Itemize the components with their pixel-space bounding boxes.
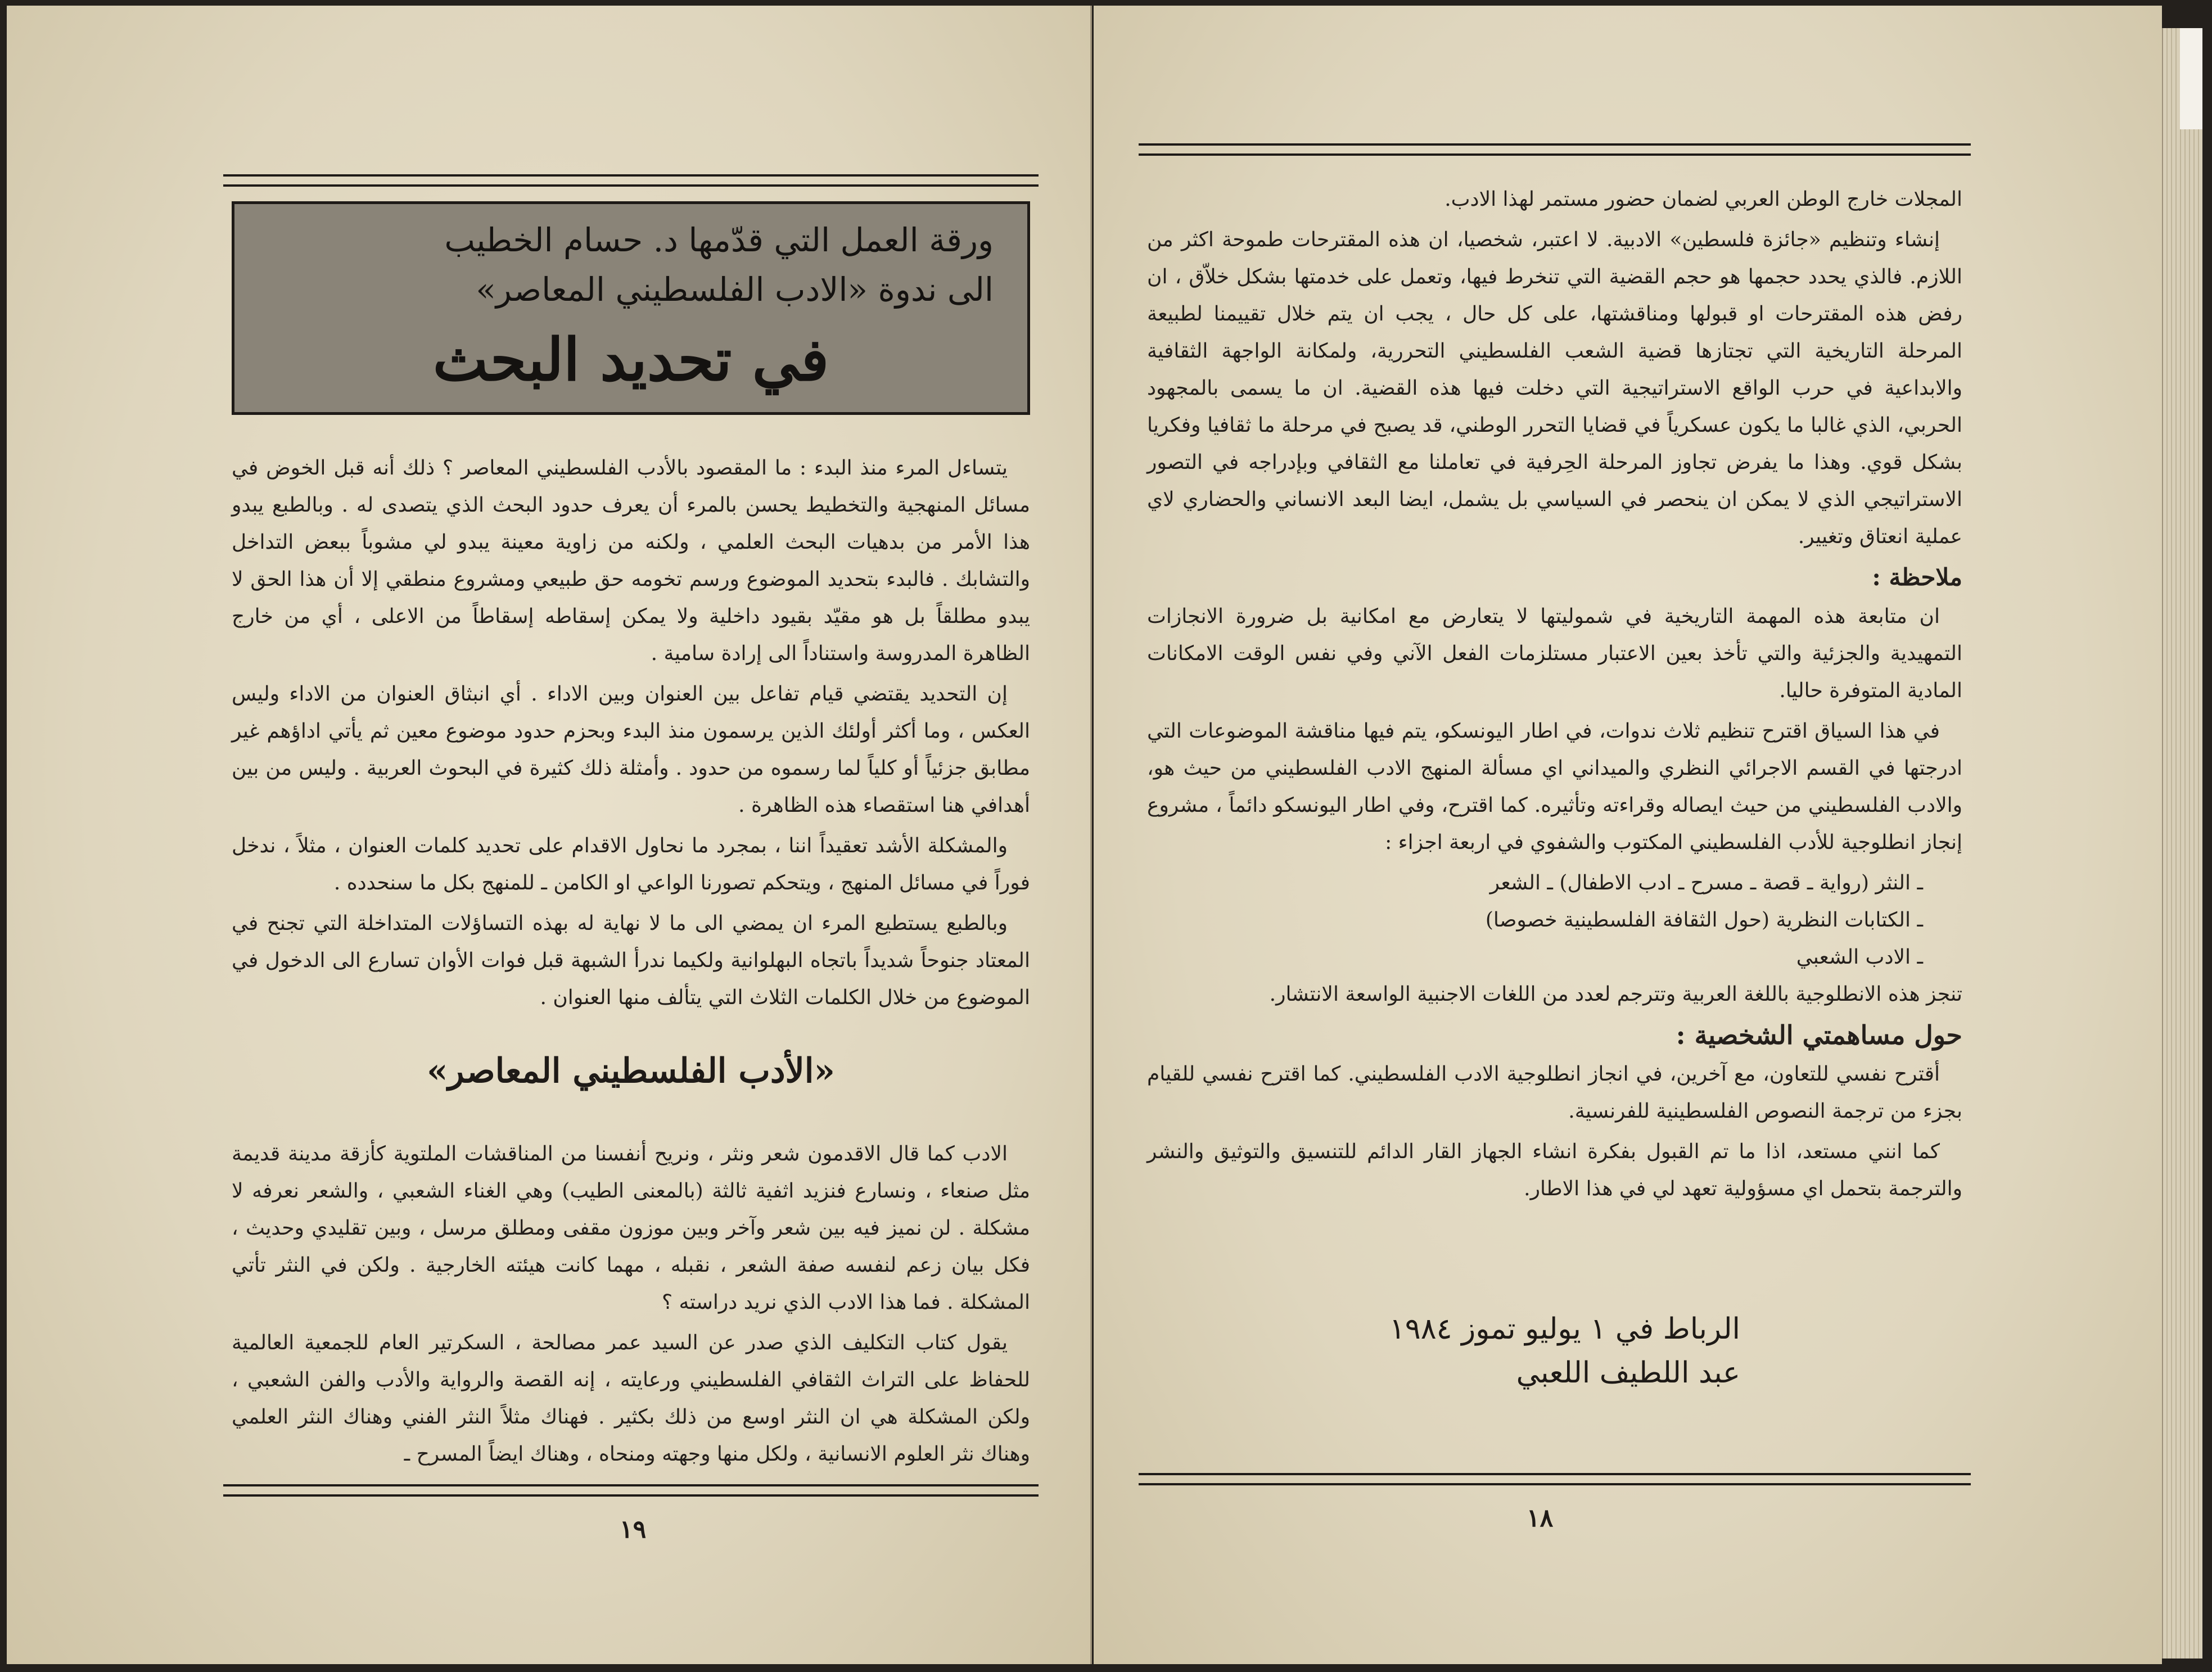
top-double-rule [1139,143,1971,156]
title-box-line-2: الى ندوة «الادب الفلسطيني المعاصر» [476,270,994,309]
right-page [1094,6,2162,1664]
bottom-double-rule [223,1484,1039,1497]
top-double-rule [223,174,1039,187]
section-text-block [232,1136,1030,1476]
article-title: في تحديد البحث [432,325,829,394]
paragraph: ان متابعة هذه المهمة التاريخية في شموليتها لا يتعارض مع امكانية بل ضرورة الانجازات التمهيدية والجزئية والتي تأخذ بعين الاعتبار مستلزمات الفعل الآني وفي نفس الوقت الامكانات المادية المتوفرة حاليا. [1147,605,1962,702]
paragraph: الادب كما قال الاقدمون شعر ونثر ، ونريح أنفسنا من المناقشات الملتوية كأزقة مدينة قديمة مثل صنعاء ، ونسارع فنزيد اثفية ثالثة (بالمعنى الطيب) وهي الغناء الشعبي ، والشعر نعرفه لا مشكلة . لن نميز فيه بين شعر وآخر وبين موزون مقفى ومطلق مرسل ، وبين تقليدي وحديث ، فكل بيان زعم لنفسه صفة الشعر ، نقبله ، مهما كانت هيئته الخارجية . ولكن في النثر تأتي المشكلة . فما هذا الادب الذي نريد دراسته ؟ [232,1142,1030,1314]
paragraph: تنجز هذه الانطلوجية باللغة العربية وتترجم لعدد من اللغات الاجنبية الواسعة الانتشار. [1269,983,1962,1006]
signature-date: الرباط في ١ يوليو تموز ١٩٨٤ [1389,1312,1740,1346]
left-page [7,6,1092,1664]
article-title-box [232,201,1030,415]
bottom-double-rule [1139,1473,1971,1485]
paragraph: في هذا السياق اقترح تنظيم ثلاث ندوات، في اطار اليونسكو، يتم فيها مناقشة الموضوعات التي ادرجتها في القسم الاجرائي النظري والميداني اي مسألة المنهج الادب الفلسطيني من حيث هو، والادب الفلسطيني من حيث ايصاله وقراءته وتأثيره. كما اقترح، وفي اطار اليونسكو دائماً ، مشروع إنجاز انطلوجية للأدب الفلسطيني المكتوب والشفوي في اربعة اجزاء : [1147,720,1962,854]
paragraph: إن التحديد يقتضي قيام تفاعل بين العنوان وبين الاداء . أي انبثاق العنوان من الاداء وليس العكس ، وما أكثر أولئك الذين يرسمون منذ البدء وبحزم حدود موضوع معين ثم يأتي اداؤهم غير مطابق جزئياً أو كلياً لما رسموه من حدود . وأمثلة ذلك كثيرة في البحوث العربية . وليس من بين أهدافي هنا استقصاء هذه الظاهرة . [232,683,1030,817]
book-spread [7,6,2194,1664]
list-item: ـ الادب الشعبي [1796,946,1923,969]
section-heading: «الأدب الفلسطيني المعاصر» [427,1051,835,1091]
list-item: ـ الكتابات النظرية (حول الثقافة الفلسطينية خصوصا) [1485,909,1923,932]
signature-block [1319,1307,1740,1395]
contribution-heading: حول مساهمتي الشخصية : [1676,1020,1962,1050]
list-item: ـ النثر (رواية ـ قصة ـ مسرح ـ ادب الاطفال) ـ الشعر [1489,871,1923,894]
page-number: ١٩ [620,1515,647,1544]
intro-text-block [232,450,1030,1020]
paragraph: المجلات خارج الوطن العربي لضمان حضور مستمر لهذا الادب. [1444,188,1962,211]
paragraph: والمشكلة الأشد تعقيداً اننا ، بمجرد ما نحاول الاقدام على تحديد كلمات العنوان ، مثلاً ، ندخل فوراً في مسائل المنهج ، ويتحكم تصورنا الواعي او الكامن ـ للمنهج بكل ما سنحدده . [232,834,1030,894]
right-text-block [1147,181,1962,1211]
paragraph: كما انني مستعد، اذا ما تم القبول بفكرة انشاء الجهاز القار الدائم للتنسيق والتوثيق والنشر والترجمة بتحمل اي مسؤولية تعهد لي في هذا الاطار. [1147,1140,1962,1200]
paragraph: يقول كتاب التكليف الذي صدر عن السيد عمر مصالحة ، السكرتير العام للجمعية العالمية للحفاظ على التراث الثقافي الفلسطيني ورعايته ، إنه القصة والرواية والأدب والفن الشعبي ، ولكن المشكلة هي ان النثر اوسع من ذلك بكثير . فهناك مثلاً النثر الفني وهناك النثر العلمي وهناك نثر العلوم الانسانية ، ولكل منها وجهته ومنحاه ، وهناك ايضاً المسرح ـ [232,1331,1030,1466]
paragraph: وبالطبع يستطيع المرء ان يمضي الى ما لا نهاية له بهذه التساؤلات المتداخلة التي تجنح في المعتاد جنوحاً شديداً باتجاه البهلوانية ولكيما ندرأ الشبهة قبل فوات الأوان تسارع الى الدخول في الموضوع من خلال الكلمات الثلاث التي يتألف منها العنوان . [232,912,1030,1009]
page-number: ١٨ [1527,1504,1554,1533]
signature-author: عبد اللطيف اللعبي [1516,1356,1740,1390]
paragraph: أقترح نفسي للتعاون، مع آخرين، في انجاز انطلوجية الادب الفلسطيني. كما اقترح نفسي للقيام بجزء من ترجمة النصوص الفلسطينية للفرنسية. [1147,1063,1962,1123]
note-heading: ملاحظة : [1872,563,1962,591]
paragraph: يتساءل المرء منذ البدء : ما المقصود بالأدب الفلسطيني المعاصر ؟ ذلك أنه قبل الخوض في مسائل المنهجية والتخطيط يحسن بالمرء أن يعرف حدود البحث الذي يتصدى له . وبالطبع يبدو هذا الأمر من بدهيات البحث العلمي ، ولكنه من زاوية معينة يبدو لي مشوباً ببعض التداخل والتشابك . فالبدء بتحديد الموضوع ورسم تخومه حق طبيعي ومشروع منطقي إلا أن هذا الحق لا يبدو مطلقاً بل هو مقيّد بقيود داخلية ولا يمكن إسقاطه إسقاطاً من الاعلى ، أي من خارج الظاهرة المدروسة واستناداً الى إرادة سامية . [232,457,1031,665]
paragraph: إنشاء وتنظيم «جائزة فلسطين» الادبية. لا اعتبر، شخصيا، ان هذه المقترحات طموحة اكثر من اللازم. فالذي يحدد حجمها هو حجم القضية التي تنخرط فيها، وتعمل على خدمتها بشكل خلاّق ، ان رفض هذه المقترحات او قبولها ومناقشتها، على كل حال ، يجب ان يتم خلال تقييمنا لطبيعة المرحلة التاريخية التي تجتازها قضية الشعب الفلسطيني التحررية، ولمكانة الواجهة الثقافية والابداعية في حرب الواقع الاستراتيجية التي دخلت فيها هذه القضية. ان ما يسمى بالمجهود الحربي، الذي غالبا ما يكون عسكرياً في قضايا التحرر الوطني، قد يصبح في مرحلة ما ثقافيا وفكريا بشكل قوي. وهذا ما يفرض تجاوز المرحلة الحِرفية في تعاملنا مع الثقافي وبإدراجه في التصور الاستراتيجي الذي لا يمكن ان ينحصر في السياسي بل يشمل، ايضا البعد الانساني والحضاري لاي عملية انعتاق وتغيير. [1147,228,1962,548]
title-box-line-1: ورقة العمل التي قدّمها د. حسام الخطيب [444,221,994,259]
page-edge-stack [2162,28,2202,1659]
